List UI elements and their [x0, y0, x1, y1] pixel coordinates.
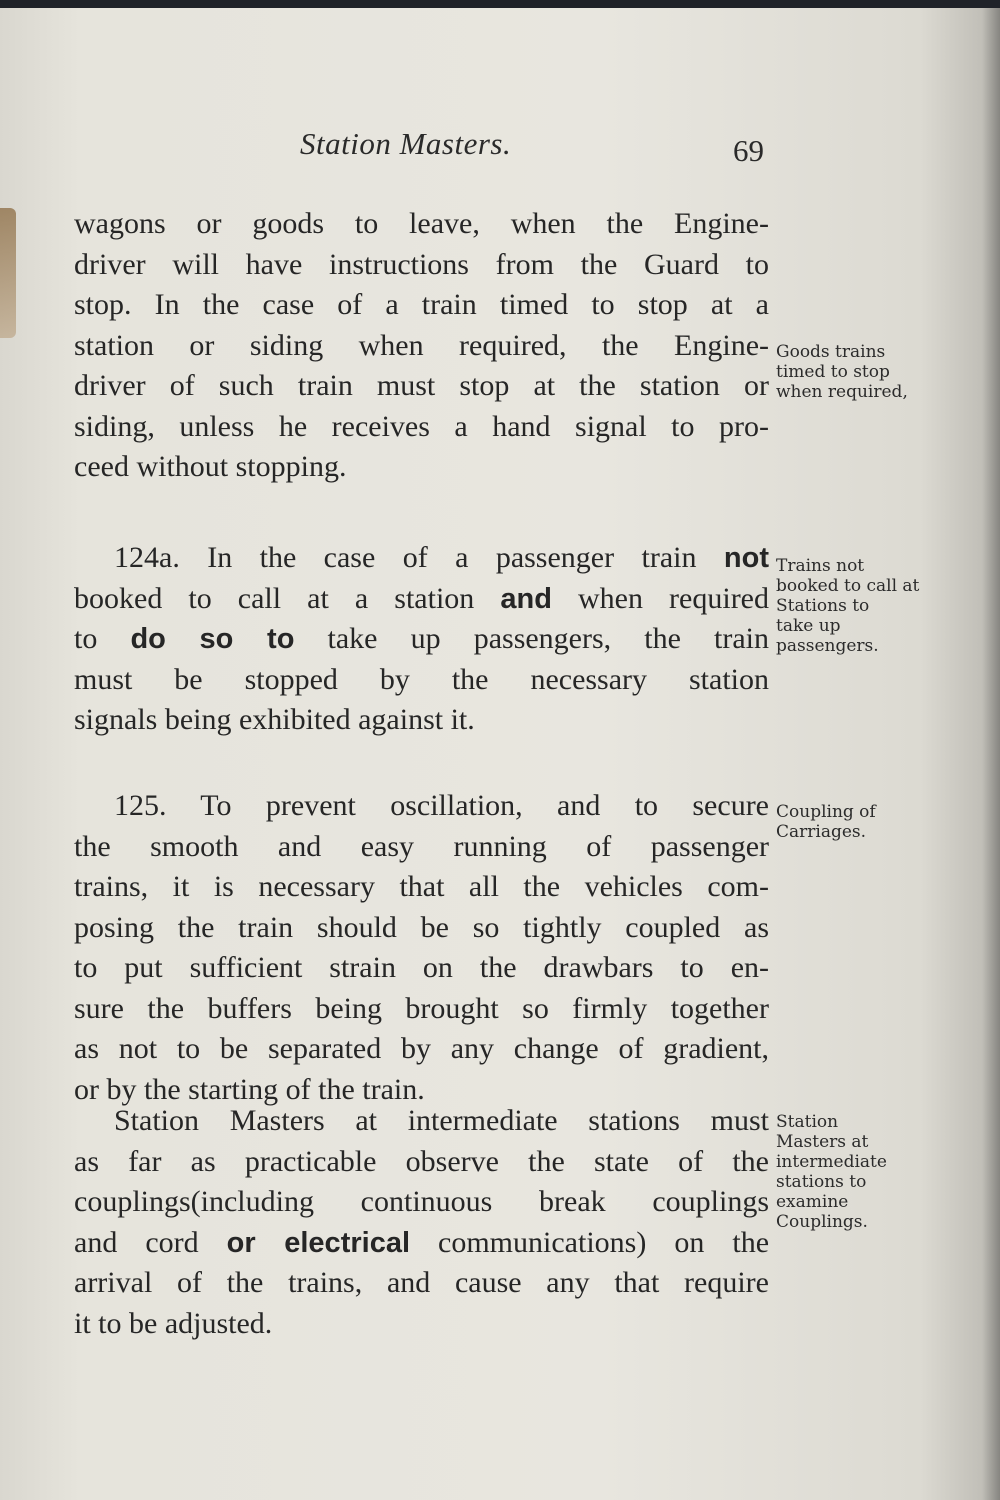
text-line: 125. To prevent oscillation, and to secure	[114, 789, 769, 822]
text-line: sure the buffers being brought so firmly together	[74, 991, 769, 1025]
text-line: station or siding when required, the Engine-	[74, 328, 769, 362]
text-line: trains, it is necessary that all the vehicles com-	[74, 870, 769, 903]
text-line: and cord or electrical communications) on the	[74, 1225, 770, 1259]
paragraph-125	[74, 786, 769, 1110]
text-line: it to be adjusted.	[74, 1306, 273, 1340]
text-line: siding, unless he receives a hand signal to pro-	[74, 409, 769, 443]
running-header-title: Station Masters.	[300, 126, 512, 161]
text-line: arrival of the trains, and cause any that require	[74, 1266, 769, 1299]
text-line: wagons or goods to leave, when the Engine-	[74, 207, 769, 240]
margin-note-station-masters: Station Masters at intermediate stations to examine Couplings.	[776, 1112, 887, 1232]
text-line: booked to call at a station and when required	[74, 581, 769, 615]
text-line: stop. In the case of a train timed to stop at a	[74, 288, 769, 321]
book-page	[0, 8, 1000, 1500]
margin-note-coupling-of-carriages: Coupling of Carriages.	[776, 802, 876, 842]
text-line: to do so to take up passengers, the train	[74, 622, 769, 655]
text-line: driver will have instructions from the Guard to	[74, 247, 769, 281]
paragraph-124a	[74, 538, 769, 741]
paragraph-goods-trains	[74, 204, 769, 488]
paragraph-station-masters	[74, 1101, 769, 1344]
page-edge-shadow	[982, 8, 1000, 1500]
text-line: the smooth and easy running of passenger	[74, 829, 769, 863]
text-line: as far as practicable observe the state of the	[74, 1144, 769, 1178]
page-stain	[0, 208, 16, 338]
margin-note-goods-trains: Goods trains timed to stop when required,	[776, 342, 908, 402]
margin-note-trains-not-booked: Trains not booked to call at Stations to take up passengers.	[776, 556, 920, 656]
text-line: to put sufficient strain on the drawbars to en-	[74, 951, 769, 984]
text-line: as not to be separated by any change of gradient,	[74, 1032, 769, 1065]
text-line: signals being exhibited against it.	[74, 703, 475, 736]
text-line: must be stopped by the necessary station	[74, 662, 769, 696]
text-line: driver of such train must stop at the station or	[74, 369, 769, 402]
text-line: ceed without stopping.	[74, 450, 347, 483]
page-number: 69	[733, 133, 764, 168]
text-line: or by the starting of the train.	[74, 1072, 425, 1106]
text-line: posing the train should be so tightly coupled as	[74, 910, 769, 944]
text-line: 124a. In the case of a passenger train not	[114, 541, 769, 574]
text-line: couplings(including continuous break couplings	[74, 1185, 769, 1218]
text-line: Station Masters at intermediate stations must	[114, 1104, 769, 1137]
